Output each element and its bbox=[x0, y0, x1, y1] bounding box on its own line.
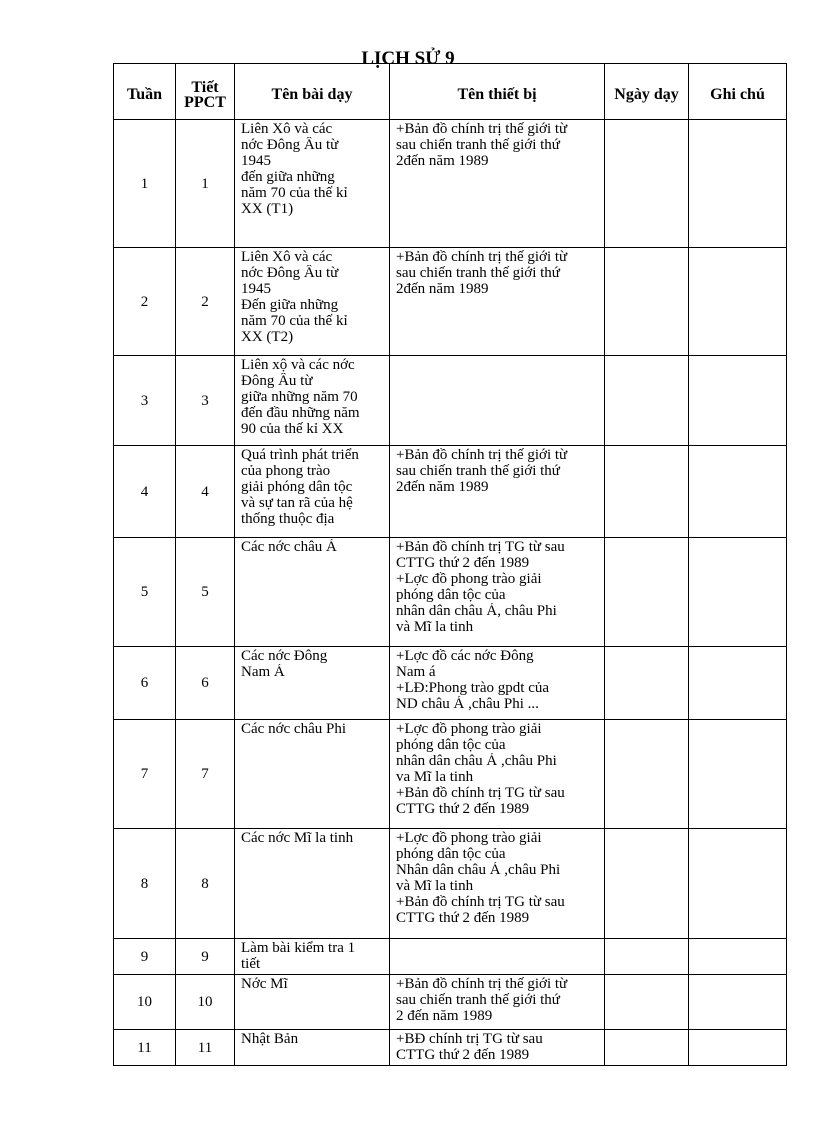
equipment-cell-line: va Mĩ la tinh bbox=[396, 769, 474, 785]
note-cell bbox=[689, 1030, 787, 1066]
note-cell bbox=[689, 248, 787, 356]
equipment-cell-line: sau chiến tranh thế giới thứ bbox=[396, 463, 560, 479]
lesson-cell-line: của phong trào bbox=[241, 463, 331, 479]
date-cell bbox=[605, 647, 689, 720]
table-row bbox=[114, 446, 787, 538]
equipment-cell-line: CTTG thứ 2 đến 1989 bbox=[396, 555, 530, 571]
lesson-cell-line: Liên Xô và các bbox=[241, 121, 333, 137]
lesson-cell-line: đến đầu những năm bbox=[241, 405, 360, 421]
period-cell: 8 bbox=[176, 829, 235, 939]
equipment-cell bbox=[390, 720, 605, 829]
lesson-cell-line: Nam Á bbox=[241, 664, 285, 680]
equipment-cell-line: nhân dân châu Á, châu Phi bbox=[396, 603, 557, 619]
week-cell: 3 bbox=[114, 356, 176, 446]
equipment-cell-line: và Mĩ la tinh bbox=[396, 878, 474, 894]
note-cell bbox=[689, 829, 787, 939]
equipment-cell-line: +Lợc đồ các nớc Đông bbox=[396, 648, 534, 664]
table-row bbox=[114, 647, 787, 720]
equipment-cell-line: +BĐ chính trị TG từ sau bbox=[396, 1031, 543, 1047]
equipment-cell bbox=[390, 647, 605, 720]
lesson-cell-line: và sự tan rã của hệ bbox=[241, 495, 353, 511]
date-cell bbox=[605, 720, 689, 829]
note-cell bbox=[689, 120, 787, 248]
header-note: Ghi chú bbox=[689, 64, 787, 120]
equipment-cell-line: CTTG thứ 2 đến 1989 bbox=[396, 801, 530, 817]
period-cell: 10 bbox=[176, 975, 235, 1030]
equipment-cell bbox=[390, 538, 605, 647]
note-cell bbox=[689, 446, 787, 538]
lesson-cell-line: thống thuộc địa bbox=[241, 511, 335, 527]
date-cell bbox=[605, 1030, 689, 1066]
lesson-cell-line: Đông Âu từ bbox=[241, 373, 313, 389]
date-cell bbox=[605, 538, 689, 647]
week-cell: 10 bbox=[114, 975, 176, 1030]
note-cell bbox=[689, 356, 787, 446]
equipment-cell-line: CTTG thứ 2 đến 1989 bbox=[396, 1047, 530, 1063]
note-cell bbox=[689, 647, 787, 720]
equipment-cell-line: +Lợc đồ phong trào giải bbox=[396, 571, 542, 587]
lesson-cell bbox=[235, 939, 390, 975]
lesson-cell bbox=[235, 829, 390, 939]
lesson-cell bbox=[235, 720, 390, 829]
table-row bbox=[114, 120, 787, 248]
table-row bbox=[114, 720, 787, 829]
equipment-cell-line: phóng dân tộc của bbox=[396, 587, 506, 603]
lesson-cell-line: nớc Đông Âu từ bbox=[241, 265, 339, 281]
lesson-cell-line: Các nớc Mĩ la tinh bbox=[241, 830, 354, 846]
equipment-cell bbox=[390, 356, 605, 446]
lesson-equipment-table bbox=[113, 63, 787, 1066]
lesson-cell bbox=[235, 120, 390, 248]
equipment-cell bbox=[390, 1030, 605, 1066]
week-cell: 2 bbox=[114, 248, 176, 356]
lesson-cell bbox=[235, 248, 390, 356]
period-cell: 2 bbox=[176, 248, 235, 356]
equipment-cell bbox=[390, 975, 605, 1030]
note-cell bbox=[689, 538, 787, 647]
lesson-cell-line: Liên xộ và các nớc bbox=[241, 357, 355, 373]
lesson-cell bbox=[235, 538, 390, 647]
date-cell bbox=[605, 356, 689, 446]
equipment-cell-line: nhân dân châu Á ,châu Phi bbox=[396, 753, 557, 769]
lesson-cell bbox=[235, 446, 390, 538]
week-cell: 11 bbox=[114, 1030, 176, 1066]
lesson-cell-line: đến giữa những bbox=[241, 169, 335, 185]
lesson-cell-line: nớc Đông Âu từ bbox=[241, 137, 339, 153]
header-lesson: Tên bài dạy bbox=[235, 64, 390, 120]
equipment-cell-line: +Bản đồ chính trị thế giới từ bbox=[396, 249, 568, 265]
period-cell: 6 bbox=[176, 647, 235, 720]
note-cell bbox=[689, 939, 787, 975]
table-row bbox=[114, 1030, 787, 1066]
equipment-cell-line: Nam á bbox=[396, 664, 436, 680]
equipment-cell bbox=[390, 446, 605, 538]
date-cell bbox=[605, 939, 689, 975]
equipment-cell-line: sau chiến tranh thế giới thứ bbox=[396, 265, 560, 281]
lesson-cell bbox=[235, 356, 390, 446]
lesson-cell bbox=[235, 1030, 390, 1066]
equipment-cell-line: +Bản đồ chính trị thế giới từ bbox=[396, 121, 568, 137]
lesson-cell-line: XX (T2) bbox=[241, 329, 294, 345]
lesson-cell-line: Các nớc châu Á bbox=[241, 539, 337, 555]
header-equipment: Tên thiết bị bbox=[390, 64, 605, 120]
week-cell: 1 bbox=[114, 120, 176, 248]
equipment-cell bbox=[390, 120, 605, 248]
week-cell: 4 bbox=[114, 446, 176, 538]
equipment-cell-line: phóng dân tộc của bbox=[396, 846, 506, 862]
equipment-cell-line: 2đến năm 1989 bbox=[396, 153, 489, 169]
lesson-cell-line: 90 của thế kỉ XX bbox=[241, 421, 344, 437]
week-cell: 6 bbox=[114, 647, 176, 720]
date-cell bbox=[605, 446, 689, 538]
header-row bbox=[114, 64, 787, 120]
equipment-cell bbox=[390, 829, 605, 939]
lesson-cell bbox=[235, 975, 390, 1030]
period-cell: 5 bbox=[176, 538, 235, 647]
lesson-cell-line: năm 70 của thế kỉ bbox=[241, 185, 348, 201]
equipment-cell-line: ND châu Á ,châu Phi ... bbox=[396, 696, 539, 712]
equipment-cell bbox=[390, 939, 605, 975]
equipment-cell-line: phóng dân tộc của bbox=[396, 737, 506, 753]
lesson-cell-line: Nớc Mĩ bbox=[241, 976, 288, 992]
equipment-cell-line: 2đến năm 1989 bbox=[396, 479, 489, 495]
table-row bbox=[114, 975, 787, 1030]
table-row bbox=[114, 356, 787, 446]
equipment-cell-line: và Mĩ la tinh bbox=[396, 619, 474, 635]
table-row bbox=[114, 248, 787, 356]
header-week: Tuần bbox=[114, 64, 176, 120]
lesson-cell-line: 1945 bbox=[241, 281, 271, 297]
equipment-cell-line: +Lợc đồ phong trào giải bbox=[396, 721, 542, 737]
week-cell: 7 bbox=[114, 720, 176, 829]
equipment-cell-line: CTTG thứ 2 đến 1989 bbox=[396, 910, 530, 926]
lesson-cell-line: giải phóng dân tộc bbox=[241, 479, 353, 495]
equipment-cell-line: 2 đến năm 1989 bbox=[396, 1008, 493, 1024]
lesson-cell-line: Các nớc châu Phi bbox=[241, 721, 346, 737]
period-cell: 3 bbox=[176, 356, 235, 446]
date-cell bbox=[605, 120, 689, 248]
note-cell bbox=[689, 975, 787, 1030]
header-date: Ngày dạy bbox=[605, 64, 689, 120]
lesson-cell-line: Đến giữa những bbox=[241, 297, 339, 313]
lesson-cell-line: giữa những năm 70 bbox=[241, 389, 358, 405]
equipment-cell-line: +LĐ:Phong trào gpdt của bbox=[396, 680, 550, 696]
lesson-cell-line: 1945 bbox=[241, 153, 271, 169]
lesson-cell-line: Liên Xô và các bbox=[241, 249, 333, 265]
equipment-cell bbox=[390, 248, 605, 356]
week-cell: 9 bbox=[114, 939, 176, 975]
period-cell: 1 bbox=[176, 120, 235, 248]
table-row bbox=[114, 538, 787, 647]
table-row bbox=[114, 829, 787, 939]
lesson-cell-line: Các nớc Đông bbox=[241, 648, 328, 664]
equipment-cell-line: sau chiến tranh thế giới thứ bbox=[396, 992, 560, 1008]
lesson-cell bbox=[235, 647, 390, 720]
equipment-cell-line: +Bản đồ chính trị thế giới từ bbox=[396, 976, 568, 992]
equipment-cell-line: +Bản đồ chính trị TG từ sau bbox=[396, 539, 565, 555]
lesson-cell-line: Nhật Bản bbox=[241, 1031, 299, 1047]
table-row bbox=[114, 939, 787, 975]
equipment-cell-line: +Lợc đồ phong trào giải bbox=[396, 830, 542, 846]
note-cell bbox=[689, 720, 787, 829]
equipment-cell-line: +Bản đồ chính trị TG từ sau bbox=[396, 894, 565, 910]
period-cell: 11 bbox=[176, 1030, 235, 1066]
period-cell: 4 bbox=[176, 446, 235, 538]
lesson-cell-line: Quá trình phát triển bbox=[241, 447, 359, 463]
header-period: Tiết PPCT bbox=[176, 64, 235, 120]
equipment-cell-line: sau chiến tranh thế giới thứ bbox=[396, 137, 560, 153]
lesson-cell-line: tiết bbox=[241, 956, 261, 972]
equipment-cell-line: 2đến năm 1989 bbox=[396, 281, 489, 297]
week-cell: 8 bbox=[114, 829, 176, 939]
document-title: LỊCH SỬ 9 bbox=[361, 48, 455, 69]
lesson-cell-line: XX (T1) bbox=[241, 201, 294, 217]
date-cell bbox=[605, 248, 689, 356]
equipment-cell-line: Nhân dân châu Á ,châu Phi bbox=[396, 862, 561, 878]
week-cell: 5 bbox=[114, 538, 176, 647]
equipment-cell-line: +Bản đồ chính trị TG từ sau bbox=[396, 785, 565, 801]
period-cell: 9 bbox=[176, 939, 235, 975]
lesson-cell-line: năm 70 của thế kỉ bbox=[241, 313, 348, 329]
equipment-cell-line: +Bản đồ chính trị thế giới từ bbox=[396, 447, 568, 463]
period-cell: 7 bbox=[176, 720, 235, 829]
lesson-cell-line: Làm bài kiểm tra 1 bbox=[241, 940, 356, 956]
date-cell bbox=[605, 829, 689, 939]
date-cell bbox=[605, 975, 689, 1030]
